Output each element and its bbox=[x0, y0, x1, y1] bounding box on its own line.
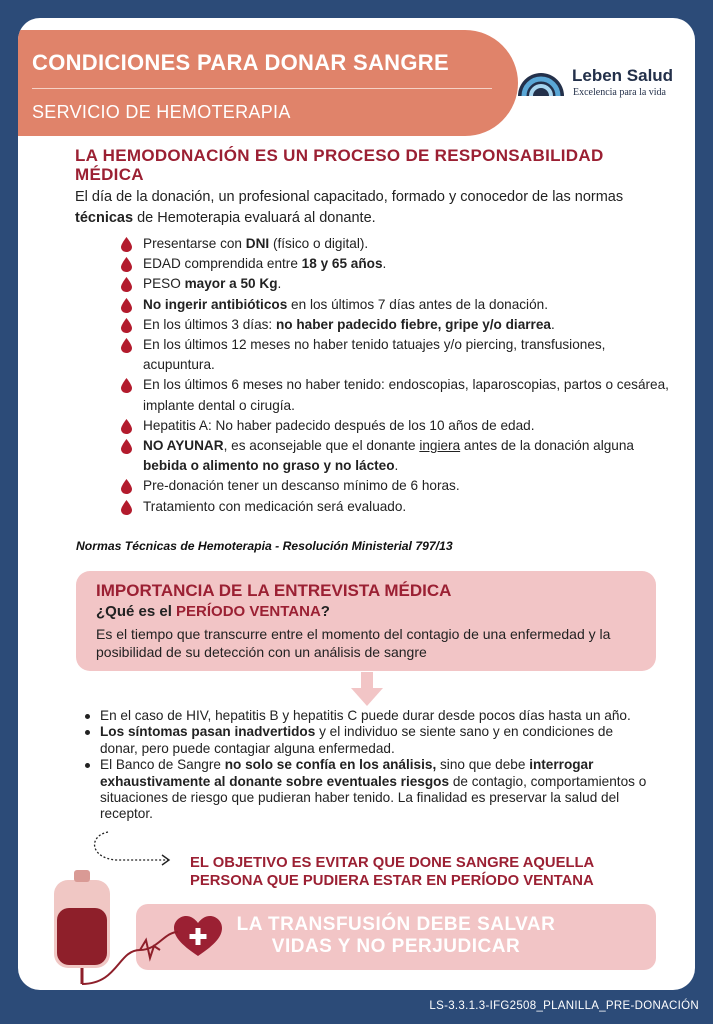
bold-text: no haber padecido fiebre, gripe y/o diarrea bbox=[275, 316, 551, 332]
text-segment: y el individuo se siente sano y en condiciones de donar, pero puede contagiar alguna enfermedad. bbox=[100, 724, 614, 756]
blood-drop-icon bbox=[121, 500, 132, 515]
header-band bbox=[18, 30, 518, 136]
text-segment: . bbox=[277, 276, 282, 292]
text-segment: . bbox=[382, 256, 387, 272]
interview-title: IMPORTANCIA DE LA ENTREVISTA MÉDICA bbox=[96, 581, 452, 600]
text-segment: . bbox=[394, 458, 399, 474]
text-segment: de Hemoterapia evaluará al donante. bbox=[133, 210, 376, 226]
banner-line-1: LA TRANSFUSIÓN DEBE SALVAR bbox=[236, 914, 556, 935]
bold-text: interrogar exhaustivamente al donante sobre eventuales riesgos bbox=[100, 757, 594, 789]
leben-salud-logo bbox=[516, 62, 686, 102]
window-bullet-item bbox=[82, 724, 652, 757]
requirement-item bbox=[121, 274, 681, 294]
document-code: LS-3.3.1.3-IFG2508_PLANILLA_PRE-DONACIÓN bbox=[429, 1000, 699, 1012]
text-segment: . bbox=[550, 316, 555, 332]
requirement-item bbox=[121, 476, 681, 496]
blood-drop-icon bbox=[121, 479, 132, 494]
window-bullet-item bbox=[82, 757, 652, 823]
text-segment: En los últimos 12 meses no haber tenido tatuajes y/o piercing, transfusiones, acupuntura. bbox=[143, 337, 606, 373]
window-bullet-item bbox=[82, 708, 652, 724]
question-prefix: ¿Qué es el bbox=[96, 603, 177, 620]
requirement-item bbox=[121, 497, 681, 517]
bold-text: NO AYUNAR bbox=[143, 438, 224, 454]
text-segment: Pre-donación tener un descanso mínimo de 6 horas. bbox=[143, 478, 460, 494]
norms-reference: Normas Técnicas de Hemoterapia - Resolución Ministerial 797/13 bbox=[76, 539, 453, 553]
logo-tagline: Excelencia para la vida bbox=[573, 87, 666, 98]
text-segment: PESO bbox=[143, 276, 185, 292]
bold-text: técnicas bbox=[75, 210, 134, 226]
blood-drop-icon bbox=[121, 439, 132, 454]
bold-text: bebida o alimento no graso y no lácteo bbox=[143, 458, 395, 474]
bold-text: mayor a 50 Kg bbox=[184, 276, 278, 292]
requirement-item bbox=[121, 335, 681, 375]
text-segment: El Banco de Sangre bbox=[100, 757, 225, 773]
closing-banner bbox=[136, 904, 656, 970]
requirements-list bbox=[121, 234, 681, 517]
requirement-item bbox=[121, 315, 681, 335]
requirement-item bbox=[121, 234, 681, 254]
blood-drop-icon bbox=[121, 298, 132, 313]
section-heading: LA HEMODONACIÓN ES UN PROCESO DE RESPONSABILIDAD MÉDICA bbox=[75, 146, 604, 184]
interview-box bbox=[76, 571, 656, 671]
text-segment: EDAD comprendida entre bbox=[143, 256, 302, 272]
logo-name: Leben Salud bbox=[572, 66, 674, 85]
text-segment: (físico o digital). bbox=[269, 236, 369, 251]
text-segment: Hepatitis A: No haber padecido después de los 10 años de edad. bbox=[143, 417, 535, 433]
text-segment: En el caso de HIV, hepatitis B y hepatitis C puede durar desde pocos días hasta un año. bbox=[100, 708, 631, 723]
banner-text bbox=[226, 914, 566, 958]
requirement-item bbox=[121, 295, 681, 315]
document-card bbox=[18, 18, 695, 990]
text-segment: , es aconsejable que el donante bbox=[223, 438, 420, 454]
bullet-dot bbox=[85, 730, 90, 735]
text-segment: sino que debe bbox=[436, 757, 530, 773]
bullet-dot bbox=[85, 763, 90, 768]
banner-line-2: VIDAS Y NO PERJUDICAR bbox=[271, 936, 521, 957]
intro-paragraph bbox=[75, 187, 675, 229]
blood-bag-icon bbox=[48, 866, 178, 990]
blood-drop-icon bbox=[121, 378, 132, 393]
blood-drop-icon bbox=[121, 318, 132, 333]
leben-salud-logo-icon bbox=[516, 62, 566, 102]
document-subtitle: SERVICIO DE HEMOTERAPIA bbox=[32, 102, 291, 122]
down-arrow-icon bbox=[351, 672, 383, 706]
blood-drop-icon bbox=[121, 257, 132, 272]
text-segment: ingiera bbox=[419, 438, 461, 454]
window-bullets bbox=[82, 708, 652, 823]
header-divider bbox=[32, 88, 492, 89]
document-title: CONDICIONES PARA DONAR SANGRE bbox=[32, 50, 449, 75]
blood-drop-icon bbox=[121, 277, 132, 292]
objective-statement: EL OBJETIVO ES EVITAR QUE DONE SANGRE AQUELLA PERSONA QUE PUDIERA ESTAR EN PERÍODO VENTANA bbox=[190, 855, 594, 889]
text-segment: En los últimos 3 días: bbox=[143, 316, 276, 332]
requirement-item bbox=[121, 416, 681, 436]
blood-drop-icon bbox=[121, 419, 132, 434]
bullet-dot bbox=[85, 714, 90, 719]
text-segment: en los últimos 7 días antes de la donación. bbox=[287, 296, 548, 312]
bold-text: Los síntomas pasan inadvertidos bbox=[100, 724, 316, 740]
heart-plus-icon bbox=[174, 916, 222, 958]
text-segment: Presentarse con bbox=[143, 236, 246, 251]
window-question bbox=[96, 603, 330, 620]
curved-arrow-icon bbox=[86, 820, 176, 870]
question-highlight: PERÍODO VENTANA bbox=[176, 603, 321, 620]
bold-text: no solo se confía en los análisis, bbox=[224, 757, 437, 773]
question-suffix: ? bbox=[320, 603, 330, 620]
blood-drop-icon bbox=[121, 338, 132, 353]
text-segment: Tratamiento con medicación será evaluado. bbox=[143, 498, 407, 514]
requirement-item bbox=[121, 254, 681, 274]
text-segment: de contagio, comportamientos o situaciones de riesgo que pudieran haber tenido. La finalidad es preservar la salud del receptor. bbox=[100, 773, 647, 822]
bold-text: DNI bbox=[245, 236, 270, 251]
text-segment: El día de la donación, un profesional capacitado, formado y conocedor de las normas bbox=[75, 189, 624, 205]
text-segment: En los últimos 6 meses no haber tenido: endoscopias, laparoscopias, partos o cesárea, implante dental o cirugía. bbox=[143, 377, 669, 413]
blood-drop-icon bbox=[121, 237, 132, 252]
bold-text: 18 y 65 años bbox=[301, 256, 383, 272]
requirement-item bbox=[121, 436, 681, 476]
bold-text: No ingerir antibióticos bbox=[143, 296, 288, 312]
requirement-item bbox=[121, 375, 681, 415]
window-definition: Es el tiempo que transcurre entre el momento del contagio de una enfermedad y la posibilidad de su detección con un análisis de sangre bbox=[96, 626, 611, 660]
text-segment: antes de la donación alguna bbox=[460, 438, 634, 454]
